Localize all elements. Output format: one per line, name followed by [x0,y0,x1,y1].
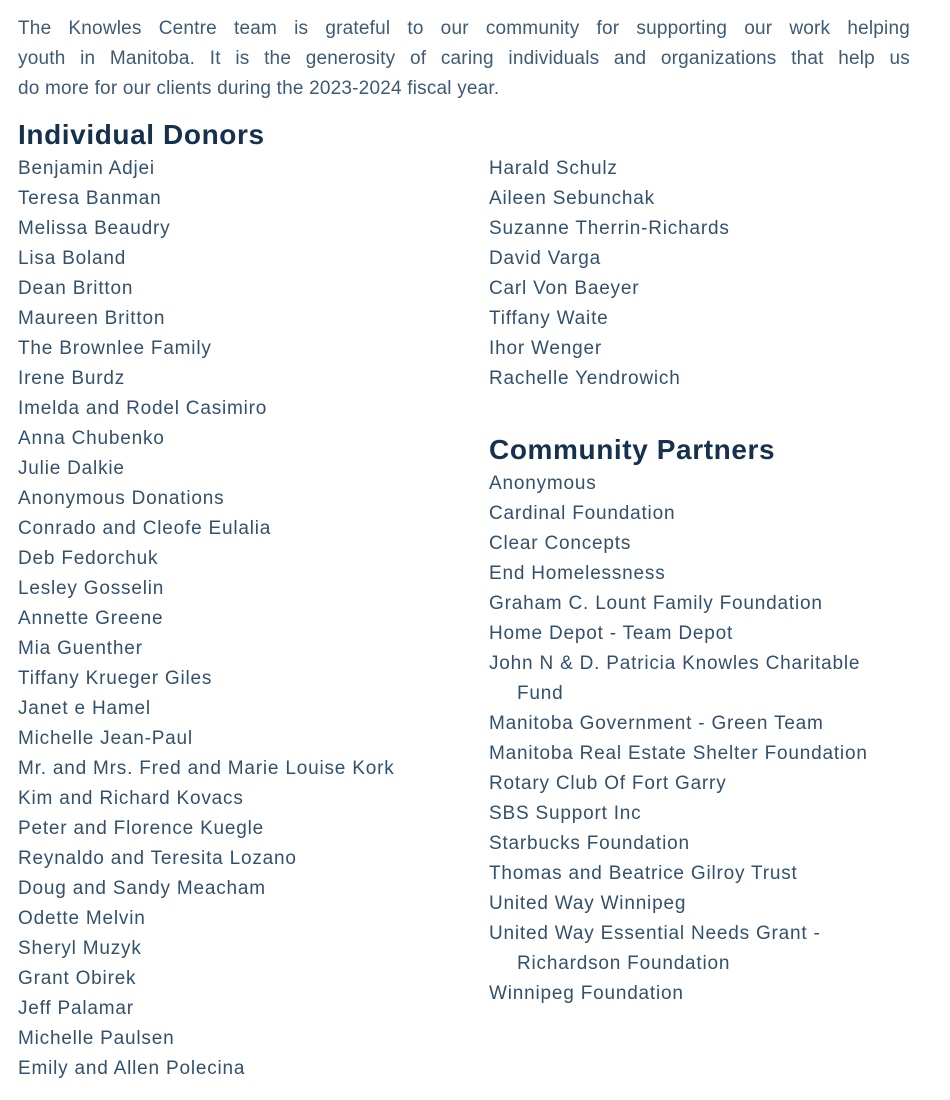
individual-donor-name: Julie Dalkie [18,458,125,479]
individual-donor-name: Kim and Richard Kovacs [18,788,244,809]
community-partner-name: Fund [517,683,564,704]
individual-donor-name: Tiffany Krueger Giles [18,668,213,689]
community-partners-heading: Community Partners [489,434,776,465]
individual-donor-name: Maureen Britton [18,308,166,329]
community-partner-name: Home Depot - Team Depot [489,623,734,644]
individual-donor-name: Conrado and Cleofe Eulalia [18,518,272,539]
individual-donor-name: Lisa Boland [18,248,127,269]
community-partner-name: John N & D. Patricia Knowles Charitable [489,653,861,674]
community-partner-name: Starbucks Foundation [489,833,690,854]
individual-donor-name: Annette Greene [18,608,164,629]
intro-paragraph [18,14,910,104]
community-partner-name: Manitoba Government - Green Team [489,713,824,734]
community-partner-name: End Homelessness [489,563,666,584]
community-partner-name: Clear Concepts [489,533,632,554]
individual-donor-name: Mia Guenther [18,638,143,659]
community-partner-name: United Way Essential Needs Grant - [489,923,821,944]
community-partner-name: Thomas and Beatrice Gilroy Trust [489,863,798,884]
intro-line: do more for our clients during the 2023-2024 fiscal year. [18,78,500,99]
intro-line: youth in Manitoba. It is the generosity of caring individuals and organizations that help us [18,48,910,69]
donor-columns [18,154,950,1084]
individual-donor-name: Doug and Sandy Meacham [18,878,266,899]
individual-donor-name: Janet e Hamel [18,698,151,719]
community-partner-name: Graham C. Lount Family Foundation [489,593,823,614]
community-partner-name: Anonymous [489,473,597,494]
individual-donor-name: Grant Obirek [18,968,137,989]
individual-donor-name: Irene Burdz [18,368,126,389]
individual-donor-name: Dean Britton [18,278,134,299]
community-partner-name: United Way Winnipeg [489,893,687,914]
individual-donor-name: Imelda and Rodel Casimiro [18,398,268,419]
community-partners-list [489,469,950,1009]
individual-donor-name: Tiffany Waite [489,308,609,329]
individual-donor-name: Rachelle Yendrowich [489,368,681,389]
individual-donor-name: Melissa Beaudry [18,218,171,239]
individual-donor-name: Michelle Jean-Paul [18,728,193,749]
community-partner-name: Richardson Foundation [517,953,731,974]
community-partner-name: Winnipeg Foundation [489,983,684,1004]
individual-donor-name: David Varga [489,248,601,269]
intro-line: The Knowles Centre team is grateful to our community for supporting our work helping [18,18,910,39]
community-partner-name: SBS Support Inc [489,803,642,824]
individual-donor-name: Carl Von Baeyer [489,278,640,299]
individual-donor-name: Harald Schulz [489,158,618,179]
individual-donor-name: Anna Chubenko [18,428,165,449]
individual-donor-name: Peter and Florence Kuegle [18,818,265,839]
individual-donor-name: Emily and Allen Polecina [18,1058,246,1079]
individual-donor-name: Deb Fedorchuk [18,548,159,569]
individual-donor-name: Teresa Banman [18,188,162,209]
donors-column-right-names [489,154,950,394]
community-partner-name: Rotary Club Of Fort Garry [489,773,727,794]
individual-donors-heading: Individual Donors [18,119,265,150]
individual-donor-name: Ihor Wenger [489,338,603,359]
individual-donor-name: Lesley Gosselin [18,578,165,599]
community-partner-name: Manitoba Real Estate Shelter Foundation [489,743,868,764]
individual-donor-name: Aileen Sebunchak [489,188,655,209]
individual-donor-name: Benjamin Adjei [18,158,155,179]
individual-donor-name: Suzanne Therrin-Richards [489,218,730,239]
individual-donor-name: Anonymous Donations [18,488,225,509]
donors-column-right [489,154,950,1084]
individual-donor-name: The Brownlee Family [18,338,212,359]
individual-donor-name: Mr. and Mrs. Fred and Marie Louise Kork [18,758,395,779]
individual-donor-name: Michelle Paulsen [18,1028,175,1049]
individual-donor-name: Sheryl Muzyk [18,938,142,959]
individual-donor-name: Odette Melvin [18,908,146,929]
individual-donor-name: Reynaldo and Teresita Lozano [18,848,297,869]
community-partner-name: Cardinal Foundation [489,503,676,524]
donors-column-left [18,154,489,1084]
individual-donor-name: Jeff Palamar [18,998,134,1019]
